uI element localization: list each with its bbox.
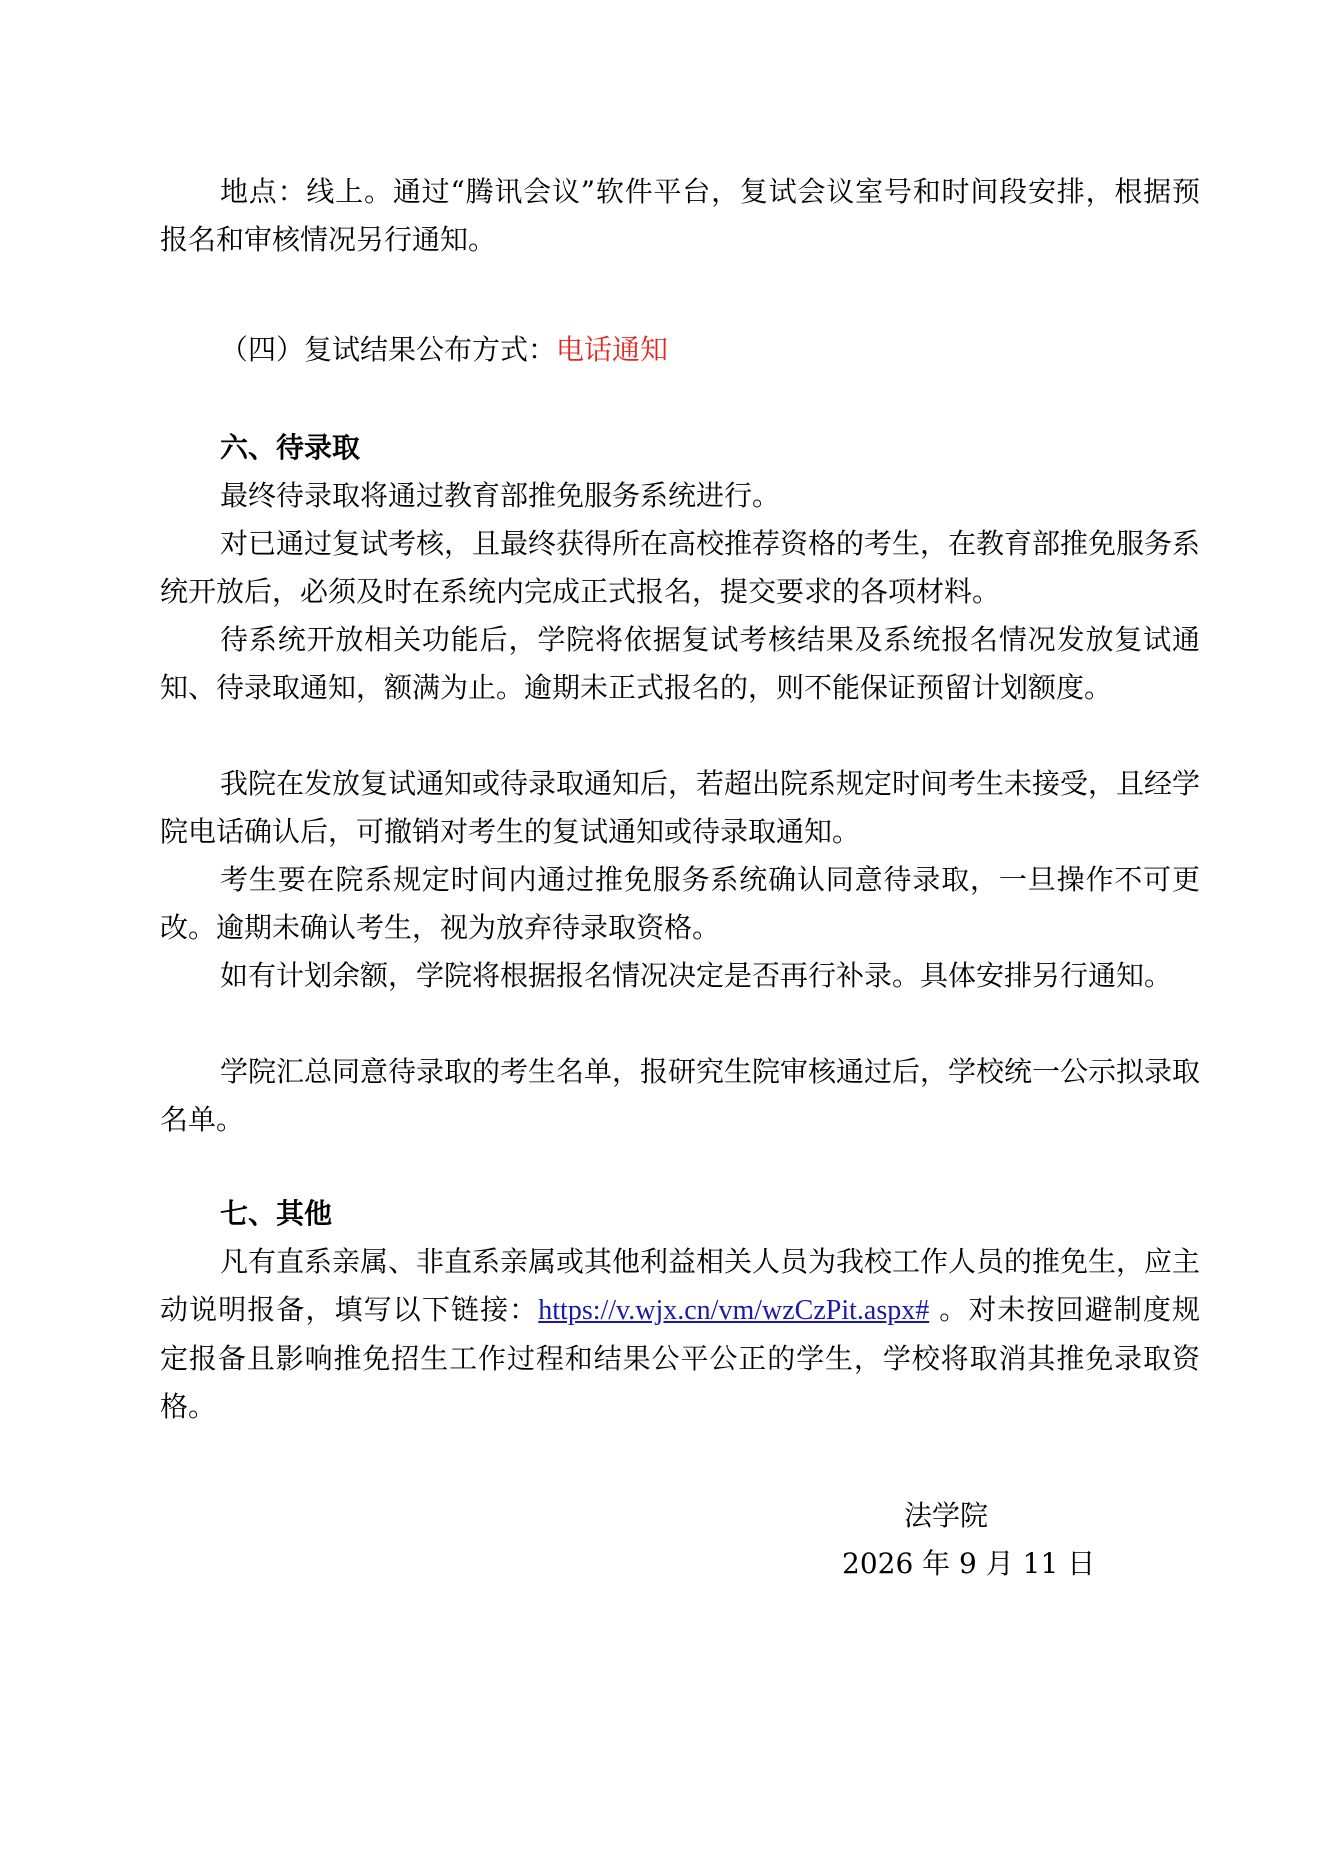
report-link[interactable]: https://v.wjx.cn/vm/wzCzPit.aspx#: [538, 1295, 930, 1326]
result-method-value: 电话通知: [556, 333, 669, 366]
signature-date: 2026 年 9 月 11 日: [842, 1547, 1096, 1580]
section7-paragraph: [160, 1238, 1200, 1431]
section7-text-before-link: 凡有直系亲属、非直系亲属或其他利益相关人员为我校工作人员的推免生，应主动说明报备，填写以下链接：: [160, 1245, 1201, 1326]
result-method-line: [160, 326, 1200, 374]
section6-paragraph-2: 对已通过复试考核，且最终获得所在高校推荐资格的考生，在教育部推免服务系统开放后，必须及时在系统内完成正式报名，提交要求的各项材料。: [160, 527, 1201, 608]
section6-paragraph-4: 我院在发放复试通知或待录取通知后，若超出院系规定时间考生未接受，且经学院电话确认后，可撤销对考生的复试通知或待录取通知。: [160, 767, 1201, 848]
section6-paragraph-1: 最终待录取将通过教育部推免服务系统进行。: [220, 479, 781, 512]
section6-paragraph-5: 考生要在院系规定时间内通过推免服务系统确认同意待录取，一旦操作不可更改。逾期未确认考生，视为放弃待录取资格。: [160, 863, 1200, 944]
signature-org: 法学院: [904, 1499, 989, 1532]
section6-paragraph-6: 如有计划余额，学院将根据报名情况决定是否再行补录。具体安排另行通知。: [220, 959, 1173, 992]
section7-heading: 七、其他: [220, 1197, 333, 1230]
section6-heading: 六、待录取: [220, 431, 361, 464]
section6-paragraph-7: 学院汇总同意待录取的考生名单，报研究生院审核通过后，学校统一公示拟录取名单。: [160, 1055, 1201, 1136]
result-method-label: （四）复试结果公布方式：: [220, 333, 557, 366]
location-paragraph: 地点：线上。通过“腾讯会议”软件平台，复试会议室号和时间段安排，根据预报名和审核情况另行通知。: [160, 175, 1200, 256]
section6-paragraph-3: 待系统开放相关功能后，学院将依据复试考核结果及系统报名情况发放复试通知、待录取通知，额满为止。逾期未正式报名的，则不能保证预留计划额度。: [160, 623, 1200, 704]
section7-text-after-link: 。对未按回避制度规定报备且影响推免招生工作过程和结果公平公正的学生，学校将取消其推免录取资格。: [160, 1293, 1200, 1423]
